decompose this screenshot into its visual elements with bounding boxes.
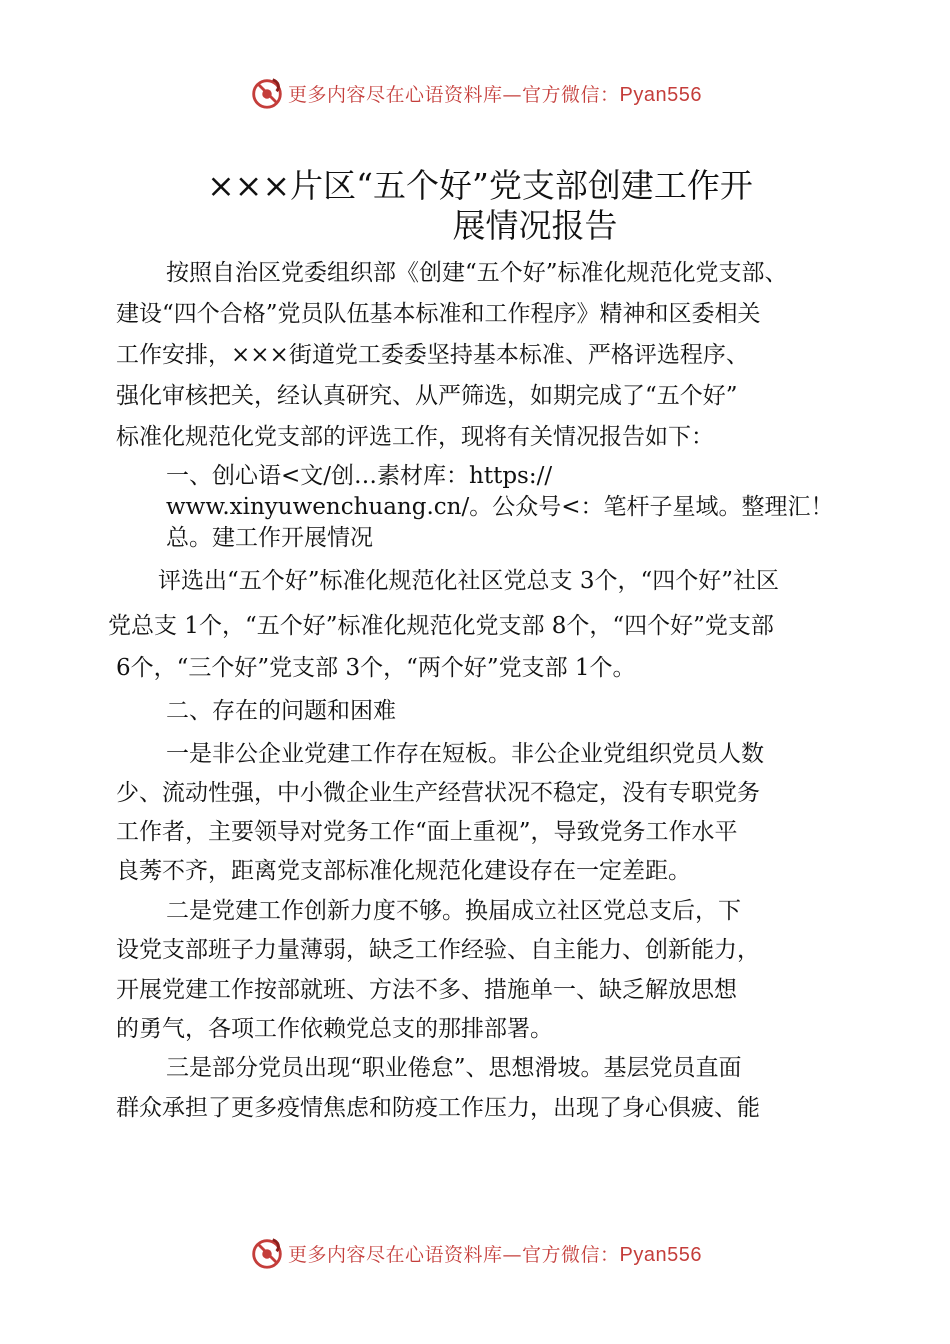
section-heading: 一、创心语<文/创…素材库：https:// bbox=[166, 463, 553, 489]
paragraph-line: 总。建工作开展情况 bbox=[166, 525, 373, 551]
paragraph-line: 少、流动性强，中小微企业生产经营状况不稳定，没有专职党务 bbox=[116, 780, 760, 806]
paragraph-line: 建设“四个合格”党员队伍基本标准和工作程序》精神和区委相关 bbox=[116, 301, 761, 327]
section-heading: 二、存在的问题和困难 bbox=[166, 698, 396, 724]
paragraph-line: 群众承担了更多疫情焦虑和防疫工作压力，出现了身心俱疲、能 bbox=[116, 1095, 760, 1121]
paragraph-line: 按照自治区党委组织部《创建“五个好”标准化规范化党支部、 bbox=[166, 260, 788, 286]
watermark-text: 更多内容尽在心语资料库—官方微信：Pyan556 bbox=[288, 83, 702, 106]
paragraph-line: 强化审核把关，经认真研究、从严筛选，如期完成了“五个好” bbox=[116, 383, 738, 409]
watermark-text: 更多内容尽在心语资料库—官方微信：Pyan556 bbox=[288, 1243, 702, 1266]
seal-logo-icon bbox=[248, 74, 286, 112]
paragraph-line: 的勇气，各项工作依赖党总支的那排部署。 bbox=[116, 1016, 553, 1042]
paragraph-line: 一是非公企业党建工作存在短板。非公企业党组织党员人数 bbox=[166, 741, 764, 767]
paragraph-line: 标准化规范化党支部的评选工作，现将有关情况报告如下： bbox=[116, 424, 714, 450]
header-watermark bbox=[0, 71, 950, 115]
footer-watermark bbox=[0, 1231, 950, 1275]
paragraph-line: 党总支 1个，“五个好”标准化规范化党支部 8个，“四个好”党支部 bbox=[108, 613, 774, 639]
title-line-1: ×××片区“五个好”党支部创建工作开 bbox=[207, 166, 753, 205]
paragraph-line: 三是部分党员出现“职业倦怠”、思想滑坡。基层党员直面 bbox=[166, 1055, 742, 1081]
paragraph-line: 评选出“五个好”标准化规范化社区党总支 3个，“四个好”社区 bbox=[158, 568, 779, 594]
paragraph-line: 开展党建工作按部就班、方法不多、措施单一、缺乏解放思想 bbox=[116, 977, 737, 1003]
document-title bbox=[100, 166, 860, 246]
seal-logo-icon bbox=[248, 1234, 286, 1272]
paragraph-line: 二是党建工作创新力度不够。换届成立社区党总支后，下 bbox=[166, 898, 741, 924]
paragraph-line: 工作者，主要领导对党务工作“面上重视”，导致党务工作水平 bbox=[116, 819, 738, 845]
paragraph-line: www.xinyuwenchuang.cn/。公众号<：笔杆子星域。整理汇！ bbox=[166, 494, 834, 520]
paragraph-line: 6个，“三个好”党支部 3个，“两个好”党支部 1个。 bbox=[116, 655, 636, 681]
paragraph-line: 工作安排，×××街道党工委委坚持基本标准、严格评选程序、 bbox=[116, 342, 749, 368]
paragraph-line: 设党支部班子力量薄弱，缺乏工作经验、自主能力、创新能力， bbox=[116, 937, 760, 963]
title-line-2: 展情况报告 bbox=[452, 206, 618, 245]
paragraph-line: 良莠不齐，距离党支部标准化规范化建设存在一定差距。 bbox=[116, 858, 691, 884]
